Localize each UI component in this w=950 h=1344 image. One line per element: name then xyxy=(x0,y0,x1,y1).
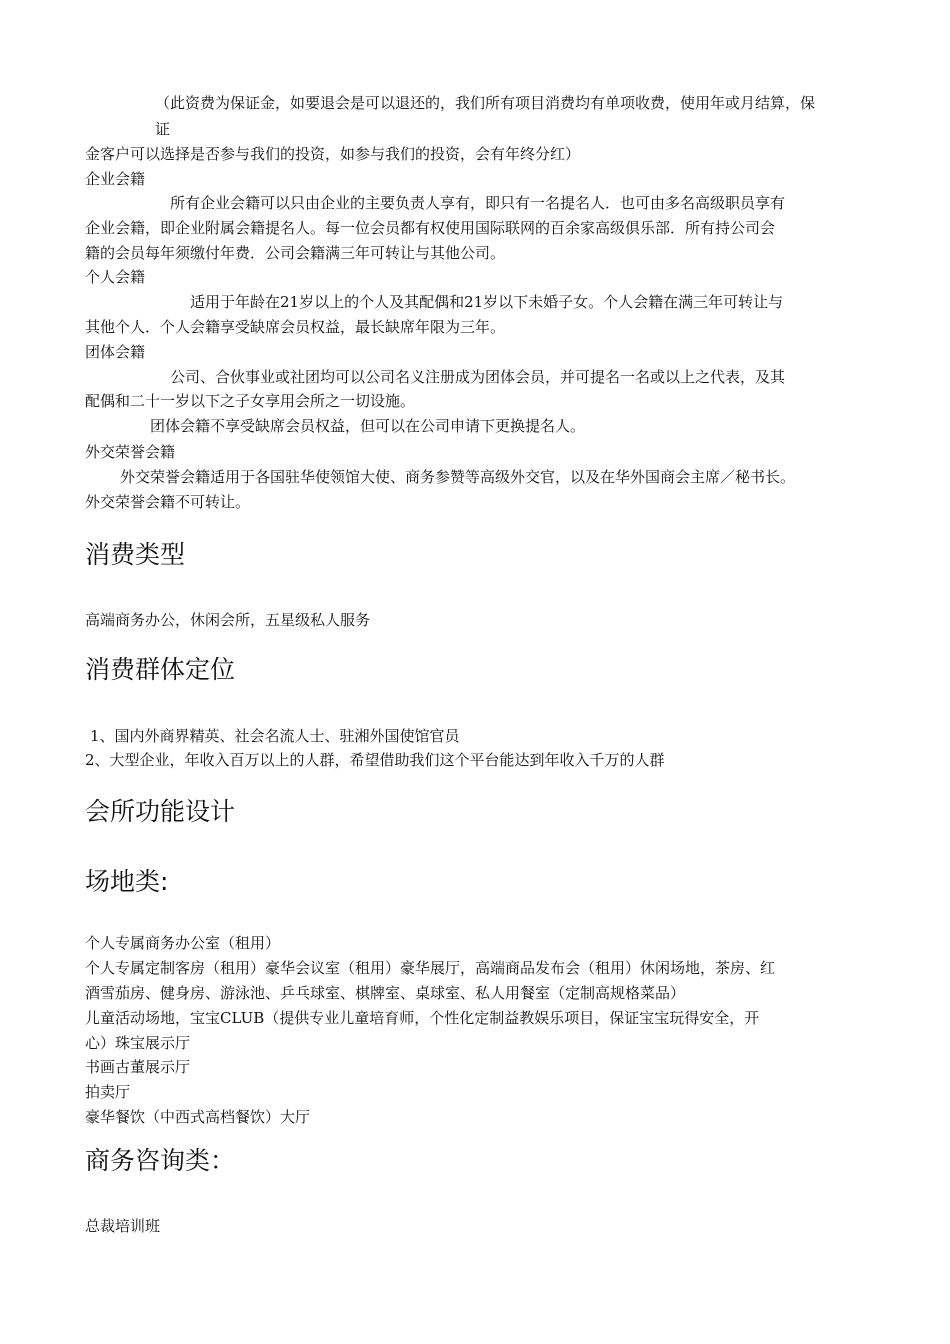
consulting-heading: 商务咨询类： xyxy=(85,1146,236,1175)
enterprise-line: 所有企业会籍可以只由企业的主要负责人享有，即只有一名提名人．也可由多名高级职员享有 xyxy=(170,194,786,212)
venue-line: 酒雪茄房、健身房、游泳池、乒乓球室、棋牌室、桌球室、私人用餐室（定制高规格菜品） xyxy=(85,984,686,1002)
venue-heading: 场地类: xyxy=(85,867,169,896)
enterprise-line: 籍的会员每年须缴付年费．公司会籍满三年可转让与其他公司。 xyxy=(85,244,506,262)
target-group-item: 1、国内外商界精英、社会名流人士、驻湘外国使馆官员 xyxy=(90,727,460,745)
group-title: 团体会籍 xyxy=(85,343,146,361)
personal-line: 其他个人．个人会籍享受缺席会员权益，最长缺席年限为三年。 xyxy=(85,318,506,336)
consumption-type-heading: 消费类型 xyxy=(85,540,186,569)
venue-line: 拍卖厅 xyxy=(85,1083,131,1101)
consulting-line: 总裁培训班 xyxy=(85,1217,161,1235)
target-group-heading: 消费群体定位 xyxy=(85,655,236,684)
personal-title: 个人会籍 xyxy=(85,268,146,286)
venue-line: 个人专属定制客房（租用）豪华会议室（租用）豪华展厅，高端商品发布会（租用）休闲场地，茶房、红 xyxy=(85,959,776,977)
intro-line-3: 金客户可以选择是否参与我们的投资，如参与我们的投资，会有年终分红） xyxy=(85,145,581,163)
group-line: 团体会籍不享受缺席会员权益，但可以在公司申请下更换提名人。 xyxy=(150,417,586,435)
intro-line-1: （此资费为保证金，如要退会是可以退还的，我们所有项目消费均有单项收费，使用年或月结算，保 xyxy=(155,94,816,112)
venue-line: 书画古董展示厅 xyxy=(85,1058,191,1076)
venue-line: 儿童活动场地，宝宝CLUB（提供专业儿童培育师，个性化定制益教娱乐项目，保证宝宝玩得安全，开 xyxy=(85,1009,760,1027)
group-line: 公司、合伙事业或社团均可以公司名义注册成为团体会员，并可提名一名或以上之代表，及其 xyxy=(170,368,786,386)
target-group-item: 2、大型企业，年收入百万以上的人群，希望借助我们这个平台能达到年收入千万的人群 xyxy=(85,751,665,769)
venue-line: 个人专属商务办公室（租用） xyxy=(85,934,281,952)
enterprise-line: 企业会籍，即企业附属会籍提名人。每一位会员都有权使用国际联网的百余家高级俱乐部．所有持公司会 xyxy=(85,219,776,237)
diplomatic-line: 外交荣誉会籍不可转让。 xyxy=(85,493,251,511)
venue-line: 心）珠宝展示厅 xyxy=(85,1034,191,1052)
personal-line: 适用于年龄在21岁以上的个人及其配偶和21岁以下未婚子女。个人会籍在满三年可转让与 xyxy=(190,293,784,311)
enterprise-title: 企业会籍 xyxy=(85,170,146,188)
group-line: 配偶和二十一岁以下之子女享用会所之一切设施。 xyxy=(85,392,416,410)
consumption-type-text: 高端商务办公，休闲会所，五星级私人服务 xyxy=(85,611,371,629)
diplomatic-line: 外交荣誉会籍适用于各国驻华使领馆大使、商务参赞等高级外交官，以及在华外国商会主席／秘书长。 xyxy=(120,468,796,486)
function-design-heading: 会所功能设计 xyxy=(85,797,236,826)
diplomatic-title: 外交荣誉会籍 xyxy=(85,443,176,461)
intro-line-2: 证 xyxy=(155,120,171,138)
venue-line: 豪华餐饮（中西式高档餐饮）大厅 xyxy=(85,1108,311,1126)
